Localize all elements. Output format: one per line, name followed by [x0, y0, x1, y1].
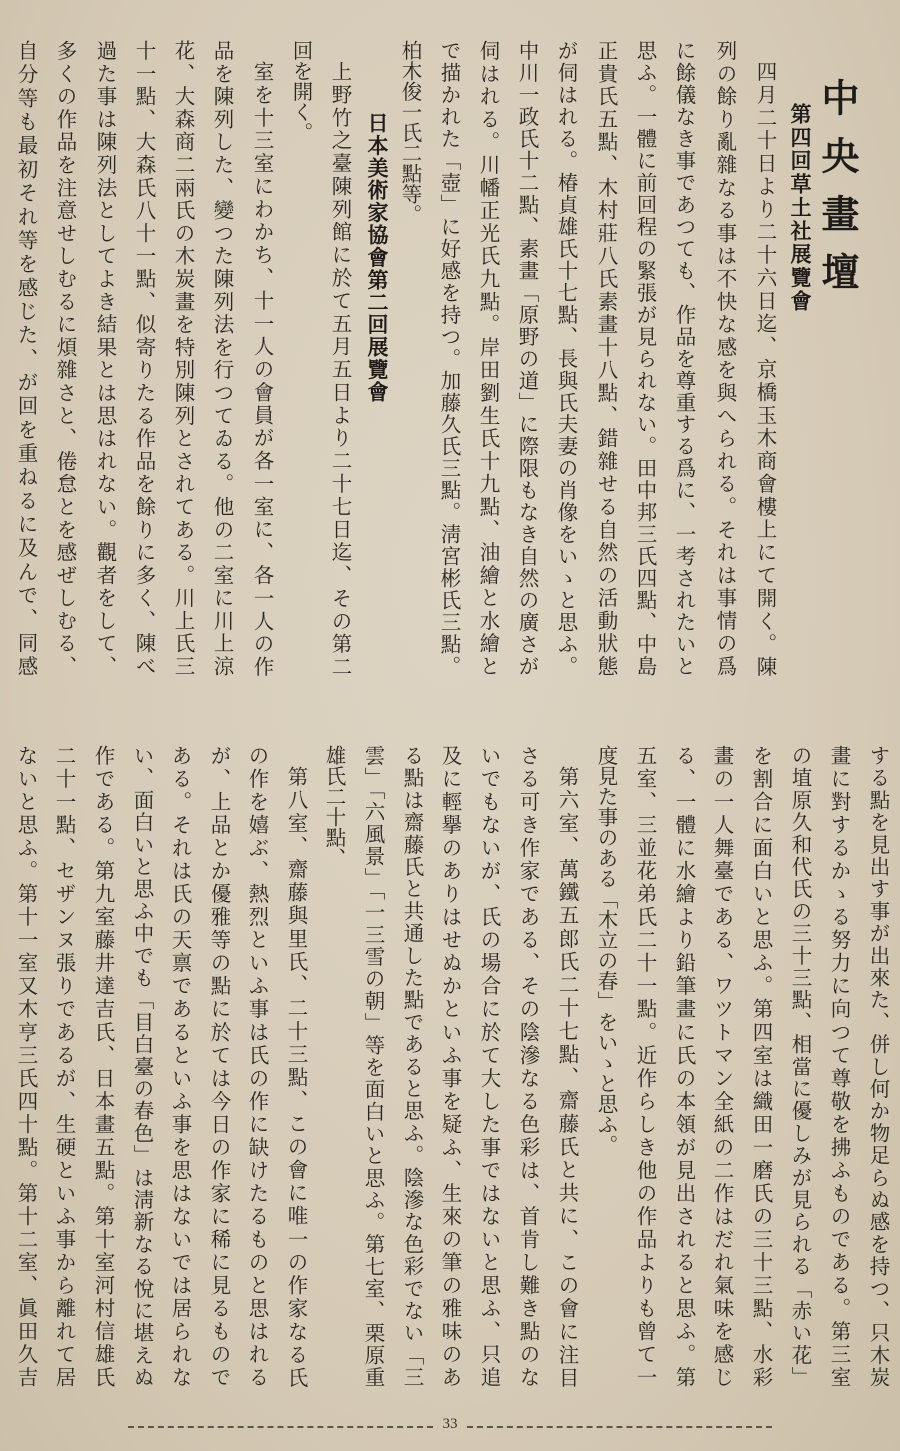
- text-column: の埴原久和代氏の三十三點、相當に優しみが見られる「赤い花」: [788, 745, 812, 1387]
- text-column: 作である。第九室藤井達吉氏、日本畫五點。第十室河村信雄氏: [91, 745, 115, 1387]
- text-column: 十一點、大森氏八十一點、似寄りたる作品を餘りに多く、陳べ: [132, 40, 156, 676]
- text-column: 度見た事のある「木立の春」をいゝと思ふ。: [594, 745, 618, 1155]
- text-column: する點を見出す事が出來た、併し何か物足らぬ感を持つ、只木炭: [866, 745, 890, 1387]
- text-column: 花、大森商二兩氏の木炭畫を特別陳列とされてある。川上氏三: [171, 40, 195, 676]
- text-column: ないと思ふ。第十一室又木亨三氏四十點。第十二室、眞田久吉: [14, 745, 38, 1387]
- text-column: さる可き作家である、その陰滲なる色彩は、首肯し難き點のな: [516, 745, 540, 1387]
- section-heading: 日本美術家協會第二回展覽會: [365, 112, 389, 402]
- text-column: を割合に面白いと思ふ。第四室は織田一磨氏の三十三點、水彩: [749, 745, 773, 1387]
- text-column: 正貴氏五點、木村莊八氏素畫十八點、錯雜せる自然の活動狀態: [594, 40, 618, 676]
- text-column: で描かれた「壺」に好感を持つ。加藤久氏三點。淸宮彬氏三點。: [437, 40, 461, 676]
- text-column: の作を嬉ぶ、熱烈といふ事は氏の作に缺けたるものと思はれる: [245, 745, 269, 1387]
- footer-rule-left: [128, 1426, 433, 1428]
- text-column: 多くの作品を注意せしむるに煩雜さと、倦怠とを感ぜしむる、: [53, 40, 77, 676]
- text-column: 上野竹之臺陳列館に於て五月五日より二十七日迄、その第二: [328, 60, 352, 676]
- column-title: 中央畫壇: [815, 78, 859, 290]
- text-column: が、上品とか優雅等の點に於ては今日の作家に稀に見るもので: [207, 745, 231, 1387]
- text-column: 畫に對するかゝる努力に向つて尊敬を拂ふものである。第三室: [827, 745, 851, 1387]
- text-column: 柏木俊一氏二點等。: [398, 40, 422, 225]
- text-column: ある。それは氏の天禀であるといふ事を思はないでは居られな: [168, 745, 192, 1387]
- text-column: 及に輕擧のありはせぬかといふ事を疑ふ、生來の筆の雅味のあ: [438, 745, 462, 1387]
- text-column: 自分等も最初それ等を感じた、が回を重ねるに及んで、同感: [14, 40, 38, 676]
- text-column: 第六室、萬鐵五郎氏二十七點、齋藤氏と共に、この會に注目: [555, 765, 579, 1387]
- text-column: が伺はれる。椿貞雄氏十七點、長與氏夫妻の肖像をいゝと思ふ。: [554, 40, 578, 676]
- text-column: 過た事は陳列法としてよき結果とは思はれない。觀者をして、: [93, 40, 117, 676]
- text-column: い、面白いと思ふ中でも「目白臺の春色」は淸新なる悅に堪えぬ: [130, 745, 154, 1387]
- page-number: 33: [442, 1416, 458, 1432]
- text-column: 二十一點、セザンヌ張りであるが、生硬といふ事から離れて居: [52, 745, 76, 1387]
- text-column: 畫の一人舞臺である、ワツトマン全紙の二作はだれ氣味を感じ: [710, 745, 734, 1387]
- text-column: 室を十三室にわかち、十一人の會員が各一室に、各一人の作: [250, 60, 274, 676]
- text-column: る、一體に水繪より鉛筆畫に氏の本領が見出されると思ふ。第: [672, 745, 696, 1387]
- text-column: いでもないが、氏の場合に於て大した事ではないと思ふ、只追: [477, 745, 501, 1387]
- text-column: 伺はれる。川幡正光氏九點。岸田劉生氏十九點、油繪と水繪と: [476, 40, 500, 676]
- text-column: 五室、三並花弟氏二十一點。近作らしき他の作品よりも曾て一: [633, 745, 657, 1387]
- text-column: に餘儀なき事であつても、作品を尊重する爲に、一考されたいと: [672, 40, 696, 676]
- text-column: 中川一政氏十二點、素畫「原野の道」に際限もなき自然の廣さが: [515, 40, 539, 676]
- text-column: 雲」「六風景」「一三雪の朝」等を面白いと思ふ。第七室、栗原重: [361, 745, 385, 1387]
- text-column: る點は齋藤氏と共通した點であると思ふ。陰滲な色彩でない「三: [400, 745, 424, 1387]
- footer-rule-right: [467, 1426, 772, 1428]
- text-column: 品を陳列した、變つた陳列法を行つてゐる。他の二室に川上涼: [210, 40, 234, 676]
- text-column: 四月二十日より二十六日迄、京橋玉木商會樓上にて開く。陳: [753, 60, 777, 676]
- text-column: 列の餘り亂雜なる事は不快な感を與へられる。それは事情の爲: [713, 40, 737, 676]
- text-column: 第八室、齋藤與里氏、二十三點、この會に唯一の作家なる氏: [284, 765, 308, 1387]
- text-column: 回を開く。: [289, 40, 313, 143]
- text-column: 思ふ。一體に前回程の緊張が見られない。田中邦三氏四點、中島: [633, 40, 657, 676]
- text-column: 雄氏二十點、: [322, 745, 346, 868]
- section-heading: 第四回草土社展覽會: [788, 103, 812, 311]
